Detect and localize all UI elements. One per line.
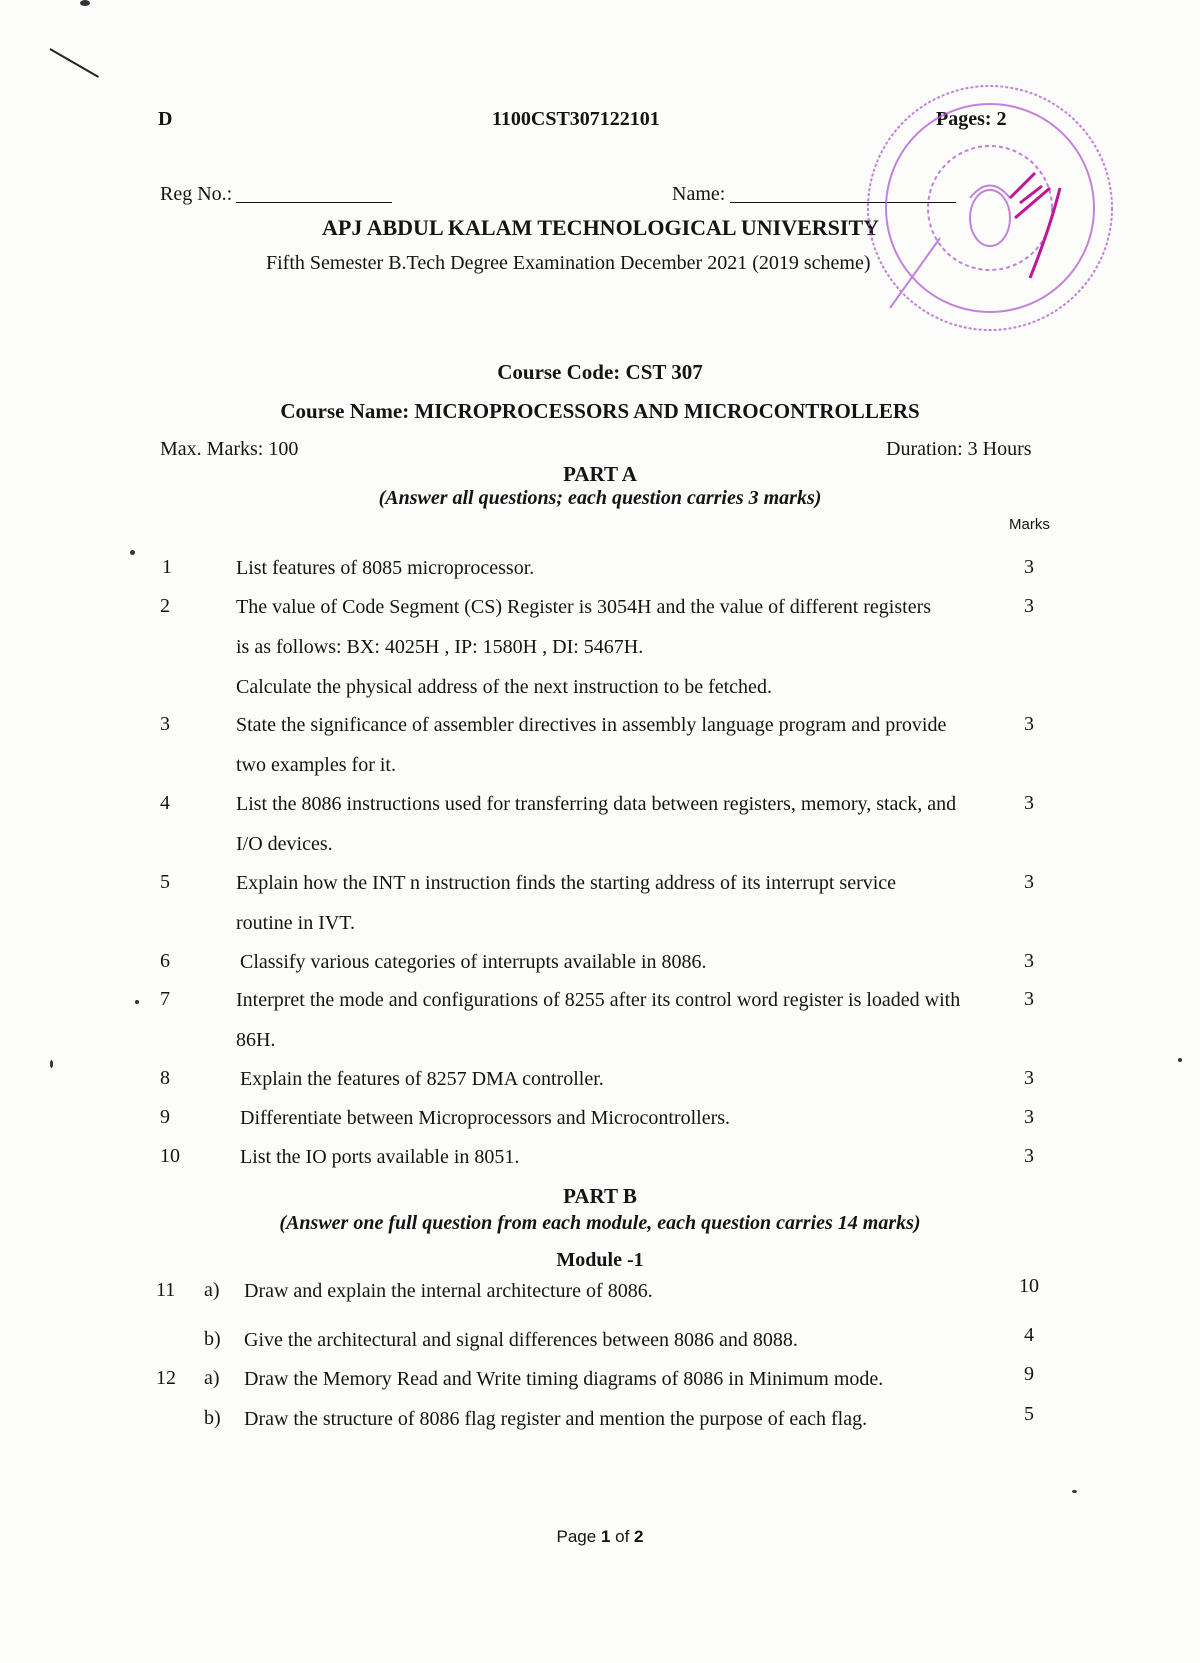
marks-column-label: Marks: [1009, 516, 1050, 533]
question-number: 1: [162, 556, 172, 578]
question-text-continued: Calculate the physical address of the next instruction to be fetched.: [236, 676, 772, 698]
part-a-instruction: (Answer all questions; each question carries 3 marks): [378, 487, 822, 509]
question-marks: 3: [1024, 1145, 1034, 1167]
question-marks: 3: [1024, 950, 1034, 972]
module-title: Module -1: [556, 1249, 644, 1271]
scan-speck: [1072, 1490, 1077, 1493]
part-b-instruction: (Answer one full question from each module, each question carries 14 marks): [279, 1212, 921, 1234]
course-name: Course Name: MICROPROCESSORS AND MICROCONTROLLERS: [280, 399, 920, 423]
question-text: Differentiate between Microprocessors and Microcontrollers.: [240, 1107, 731, 1129]
scan-speck: [1178, 1058, 1182, 1062]
question-marks: 10: [1019, 1275, 1039, 1297]
question-number: 12: [156, 1367, 176, 1389]
question-text: Draw and explain the internal architecture of 8086.: [244, 1280, 653, 1302]
question-text: List the IO ports available in 8051.: [240, 1146, 520, 1168]
question-text: List features of 8085 microprocessor.: [236, 557, 535, 579]
course-code: Course Code: CST 307: [497, 360, 703, 384]
question-number: 7: [160, 988, 170, 1010]
question-text: Give the architectural and signal differences between 8086 and 8088.: [244, 1329, 798, 1351]
question-number: 5: [160, 871, 170, 893]
question-number: 4: [160, 792, 170, 814]
question-part: b): [204, 1407, 221, 1429]
question-number: 8: [160, 1067, 170, 1089]
duration: Duration: 3 Hours: [886, 438, 1032, 460]
scan-pen-mark: [50, 48, 99, 78]
question-number: 10: [160, 1145, 180, 1167]
question-marks: 3: [1024, 556, 1034, 578]
question-text: Draw the Memory Read and Write timing diagrams of 8086 in Minimum mode.: [244, 1368, 884, 1390]
name-label: Name:: [672, 183, 726, 205]
question-part: b): [204, 1328, 221, 1350]
part-b-title: PART B: [563, 1184, 637, 1208]
question-number: 6: [160, 950, 170, 972]
college-seal-stamp: [860, 78, 1120, 338]
page-count: Pages: 2: [936, 108, 1007, 130]
question-text: List the 8086 instructions used for transferring data between registers, memory, stack, and I/O devices.: [236, 793, 957, 855]
question-number: 2: [160, 595, 170, 617]
question-number: 9: [160, 1106, 170, 1128]
question-text: State the significance of assembler directives in assembly language program and provide two examples for it.: [236, 714, 947, 776]
question-marks: 3: [1024, 1067, 1034, 1089]
question-text: Explain the features of 8257 DMA controller.: [240, 1068, 604, 1090]
question-marks: 4: [1024, 1324, 1034, 1346]
question-marks: 3: [1024, 792, 1034, 814]
question-marks: 5: [1024, 1403, 1034, 1425]
reg-no-blank: [236, 202, 392, 203]
question-number: 3: [160, 713, 170, 735]
question-text: Classify various categories of interrupts available in 8086.: [240, 951, 707, 973]
paper-code: 1100CST307122101: [492, 108, 660, 130]
question-marks: 3: [1024, 595, 1034, 617]
question-text: Interpret the mode and configurations of 8255 after its control word register is loaded with 86H.: [236, 989, 961, 1051]
page-mid: of: [610, 1527, 635, 1546]
page-footer: [0, 1527, 1200, 1547]
max-marks: Max. Marks: 100: [160, 438, 299, 460]
question-number: 11: [156, 1279, 176, 1301]
question-marks: 3: [1024, 713, 1034, 735]
part-a-title: PART A: [563, 462, 637, 486]
question-text: The value of Code Segment (CS) Register is 3054H and the value of different registers is as follows: BX: 4025H , IP: 1580H , DI: 5467H.: [236, 596, 932, 658]
university-name: APJ ABDUL KALAM TECHNOLOGICAL UNIVERSITY: [322, 215, 880, 240]
question-text: Explain how the INT n instruction finds the starting address of its interrupt service routine in IVT.: [236, 872, 897, 934]
question-part: a): [204, 1367, 220, 1389]
question-set: D: [158, 108, 173, 130]
reg-no-label: Reg No.:: [160, 183, 233, 205]
page-number: 1: [600, 1527, 611, 1546]
exam-title: Fifth Semester B.Tech Degree Examination December 2021 (2019 scheme): [266, 252, 871, 274]
question-marks: 3: [1024, 871, 1034, 893]
scan-speck: [80, 0, 90, 6]
scan-speck: [50, 1060, 53, 1068]
question-marks: 3: [1024, 1106, 1034, 1128]
page-total: 2: [634, 1527, 644, 1546]
scan-speck: [135, 1000, 139, 1004]
question-marks: 9: [1024, 1363, 1034, 1385]
question-part: a): [204, 1279, 220, 1301]
question-marks: 3: [1024, 988, 1034, 1010]
page-prefix: Page: [556, 1527, 601, 1546]
scan-speck: [130, 550, 135, 555]
question-text: Draw the structure of 8086 flag register and mention the purpose of each flag.: [244, 1408, 868, 1430]
